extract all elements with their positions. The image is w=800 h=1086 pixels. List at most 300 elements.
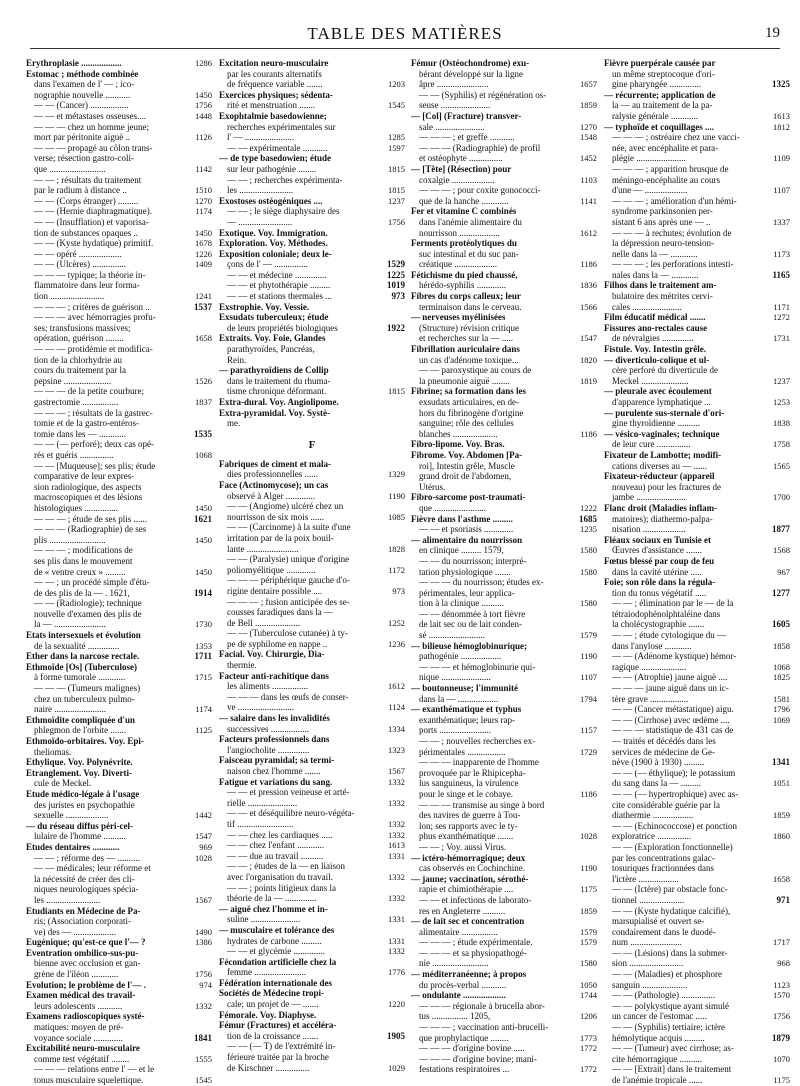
entry-text: hémolytique acquis ......... xyxy=(612,1032,705,1043)
entry-text: Fissures ano-rectales cause xyxy=(604,322,708,333)
entry-text: dans l'examen de l' — ; ico- xyxy=(34,79,135,90)
entry-text: la dépression neuro-tension- xyxy=(612,238,714,249)
entry-text: — — — ; étude de ses plis ...... xyxy=(34,513,147,524)
index-entry xyxy=(219,787,405,798)
entry-text: chez un tuberculeux pulmo- xyxy=(34,693,135,704)
entry-text: Eventration ombilico-sus-pu- xyxy=(26,947,139,958)
index-entry xyxy=(604,1043,790,1054)
entry-page-number: 1837 xyxy=(195,397,212,407)
index-entry xyxy=(411,863,597,874)
index-entry xyxy=(411,1033,597,1044)
entry-page-number: 1547 xyxy=(580,333,597,344)
entry-text: tion de la chlorhydrie au xyxy=(34,354,122,365)
index-entry xyxy=(219,861,405,872)
index-entry xyxy=(26,344,212,355)
entry-text: — — médicales; leur réforme et xyxy=(34,863,151,874)
entry-text: — — (Tumeur) avec cirrhose; as- xyxy=(612,1043,734,1054)
index-entry xyxy=(411,545,597,556)
entry-page-number: 1597 xyxy=(388,142,405,153)
entry-text: méningo-encéphalite au cours xyxy=(612,174,720,185)
index-entry xyxy=(26,916,212,927)
index-entry xyxy=(411,694,597,705)
index-entry xyxy=(26,439,212,450)
entry-text: Eugénique; qu'est-ce que l'— ? xyxy=(26,937,146,948)
entry-text: — — (Kyste hydatique) primitif. xyxy=(34,238,154,249)
entry-text: çons de l' — ............... xyxy=(227,259,308,270)
entry-page-number: 1186 xyxy=(580,259,597,270)
entry-text: d'une — ................... xyxy=(612,185,688,196)
entry-text: Fétichisme du pied chaussé, xyxy=(411,269,518,280)
entry-page-number: 1510 xyxy=(195,185,212,196)
entry-text: suline ...................... xyxy=(227,914,301,925)
index-entry xyxy=(411,429,597,440)
entry-page-number: 1566 xyxy=(580,301,597,312)
index-entry xyxy=(604,206,790,217)
index-entry xyxy=(411,609,597,620)
entry-text: sion radiologique, des aspects xyxy=(34,481,142,492)
entry-text: avec l'organisation du travail. xyxy=(227,871,333,882)
entry-text: exploratrice ............... xyxy=(612,831,691,842)
entry-page-number: 1450 xyxy=(195,502,212,513)
entry-text: cite considérable guérie par la xyxy=(612,799,720,810)
entry-text: comme test végétatif ........ xyxy=(34,1053,130,1064)
entry-page-number: 1879 xyxy=(772,1032,790,1043)
index-entry xyxy=(411,1011,597,1022)
entry-text: Ethmoïdo-orbitaires. Voy. Epi- xyxy=(26,736,144,746)
entry-page-number: 1859 xyxy=(580,100,597,111)
entry-text: de des plis de la — . 1621, xyxy=(34,587,130,598)
index-entry xyxy=(411,927,597,938)
entry-text: tomie et de la gastro-entéros- xyxy=(34,418,139,429)
index-entry xyxy=(604,376,790,387)
index-entry xyxy=(411,768,597,779)
index-entry xyxy=(411,333,597,344)
entry-page-number: 971 xyxy=(776,894,790,905)
index-entry xyxy=(604,1011,790,1022)
entry-text: phus exanthématique ....... xyxy=(419,831,514,842)
entry-page-number: 1828 xyxy=(388,543,405,554)
entry-text: histologiques ............... xyxy=(34,502,119,513)
entry-text: cale; un projet de — ....... xyxy=(227,999,319,1010)
index-entry xyxy=(604,800,790,811)
entry-text: bérant développé sur la ligne xyxy=(419,68,523,79)
index-entry xyxy=(411,704,597,715)
entry-text: — — et infections de laborato- xyxy=(419,894,532,905)
entry-text: — — (Syphilis) tertiaire; ictère xyxy=(612,1022,725,1033)
entry-text: — — (— T) de l'extrémité in- xyxy=(227,1041,336,1052)
index-entry xyxy=(411,122,597,133)
entry-page-number: 1174 xyxy=(195,704,212,715)
index-entry xyxy=(26,736,212,747)
entry-text: — — — ; apparition brusque de xyxy=(612,163,729,174)
entry-text: — — — protidémie et modifica- xyxy=(34,344,153,355)
entry-text: flammatoire dans leur forma- xyxy=(34,280,140,291)
index-entry xyxy=(411,567,597,578)
index-entry xyxy=(219,164,405,175)
entry-page-number: 1658 xyxy=(773,873,790,884)
entry-page-number: 1537 xyxy=(194,301,212,312)
entry-text: — boutonneuse; l'immunité xyxy=(411,683,519,694)
index-entry xyxy=(411,185,597,196)
index-entry xyxy=(604,482,790,493)
index-entry xyxy=(26,408,212,419)
index-entry xyxy=(219,702,405,713)
entry-text: tétraiodophénolphtaléine dans xyxy=(612,608,721,619)
entry-page-number: 1329 xyxy=(388,469,405,480)
index-entry xyxy=(604,111,790,122)
entry-text: pathogénie .................. xyxy=(419,651,502,662)
index-entry xyxy=(219,618,405,629)
entry-page-number: 1450 xyxy=(195,89,212,100)
entry-text: que prophylactique ........ xyxy=(419,1032,509,1043)
index-entry xyxy=(604,725,790,736)
index-entry xyxy=(26,365,212,376)
index-entry xyxy=(26,461,212,472)
entry-text: nie ......................... xyxy=(419,958,489,969)
index-entry xyxy=(219,840,405,851)
entry-page-number: 1555 xyxy=(195,1053,212,1064)
page-number: 19 xyxy=(765,25,780,41)
index-entry xyxy=(26,927,212,938)
entry-text: — — ; recherches expérimenta- xyxy=(227,174,343,185)
entry-text: Estomac ; méthode combinée xyxy=(26,68,139,79)
index-entry xyxy=(26,386,212,397)
entry-page-number: 1051 xyxy=(773,778,790,789)
index-entry xyxy=(411,810,597,821)
index-entry xyxy=(604,588,790,599)
entry-text: Fémur (Ostéochondrome) exu- xyxy=(411,58,530,68)
entry-text: syndrome parkinsonien per- xyxy=(612,206,713,217)
entry-text: dans la — .................. xyxy=(419,693,499,704)
entry-page-number: 1331 xyxy=(388,850,405,861)
entry-page-number: 967 xyxy=(777,566,790,577)
entry-text: — [Col] (Fracture) transver- xyxy=(411,110,522,121)
index-entry xyxy=(26,789,212,800)
entry-text: Fléaux sociaux en Tunisie et xyxy=(604,534,712,545)
entry-page-number: 1812 xyxy=(773,121,790,132)
entry-text: de l'anémie tropicale ...... xyxy=(612,1075,703,1085)
entry-text: ve ......................... xyxy=(227,702,294,713)
index-entry xyxy=(411,69,597,80)
index-entry xyxy=(26,694,212,705)
entry-text: nelle dans la — ............ xyxy=(612,248,698,259)
index-entry xyxy=(219,544,405,555)
index-entry xyxy=(604,143,790,154)
entry-text: — — expérimentale ........... xyxy=(227,142,328,153)
index-entry xyxy=(604,164,790,175)
index-entry xyxy=(604,397,790,408)
entry-page-number: 1028 xyxy=(580,831,597,842)
entry-text: par le radium à distance .. xyxy=(34,185,127,196)
entry-text: tion à la clinique .......... xyxy=(419,598,504,609)
entry-page-number: 1450 xyxy=(195,566,212,577)
index-entry xyxy=(604,270,790,281)
entry-page-number: 1815 xyxy=(388,163,405,174)
entry-text: Fibrillation auriculaire dans xyxy=(411,344,520,355)
entry-page-number: 1794 xyxy=(580,693,597,704)
index-entry xyxy=(604,672,790,683)
index-entry xyxy=(604,831,790,842)
index-entry xyxy=(604,1033,790,1044)
entry-text: — traités et décédés dans les xyxy=(612,736,716,746)
index-entry xyxy=(411,524,597,535)
index-entry xyxy=(219,501,405,512)
entry-text: services de médecine de Ge- xyxy=(612,746,715,757)
entry-text: bienne avec occlusion et gan- xyxy=(34,958,141,969)
entry-text: ses plis dans le mouvement xyxy=(34,555,133,566)
entry-text: — — (Kyste hydatique calcifié), xyxy=(612,905,731,916)
index-entry xyxy=(219,830,405,841)
index-entry xyxy=(219,914,405,925)
index-entry xyxy=(604,450,790,461)
entry-page-number: 1717 xyxy=(773,937,790,948)
entry-page-number: 1815 xyxy=(388,185,405,196)
entry-text: — — (Lésions) dans la submer- xyxy=(612,947,728,958)
entry-text: cite hémorragique .......... xyxy=(612,1053,702,1064)
index-entry xyxy=(219,100,405,111)
entry-text: la pneumonie aiguë ........ xyxy=(419,375,510,386)
entry-text: — — (Pathologie) ............... xyxy=(612,990,715,1001)
entry-page-number: 1331 xyxy=(388,935,405,946)
index-entry xyxy=(411,747,597,758)
entry-text: — nerveuses myélinisées xyxy=(411,312,506,323)
index-entry xyxy=(26,514,212,525)
entry-page-number: 1253 xyxy=(773,397,790,407)
entry-text: matoires); diathermo-palpa- xyxy=(612,513,713,524)
index-entry xyxy=(604,217,790,228)
index-entry xyxy=(219,734,405,745)
entry-text: nouvelle d'examen des plis de xyxy=(34,608,142,619)
index-entry xyxy=(219,386,405,397)
entry-text: — — ; points litigieux dans la xyxy=(227,882,336,893)
entry-page-number: 1172 xyxy=(388,564,405,575)
entry-text: Exotique. Voy. Immigration. xyxy=(219,227,328,238)
index-entry xyxy=(26,630,212,641)
index-entry xyxy=(26,291,212,302)
index-entry xyxy=(411,302,597,313)
entry-text: nouveau) pour les fractures de xyxy=(612,481,721,492)
entry-text: Etats intersexuels et évolution xyxy=(26,630,141,641)
entry-text: Exophtalmie basedowienne; xyxy=(219,110,327,121)
index-column-1 xyxy=(26,58,212,1086)
entry-text: Flanc droit (Maladies inflam- xyxy=(604,502,718,513)
entry-page-number: 1613 xyxy=(388,840,405,851)
entry-text: — — [Muqueuse]; ses plis; étude xyxy=(34,460,156,471)
entry-text: Faisceau pyramidal; sa termi- xyxy=(219,755,335,766)
index-entry xyxy=(26,810,212,821)
index-entry xyxy=(219,408,405,419)
entry-text: provoquée par le Rhipicepha- xyxy=(419,767,526,778)
index-entry xyxy=(411,217,597,228)
index-entry xyxy=(219,575,405,586)
index-entry xyxy=(411,672,597,683)
entry-text: de la sexualité .............. xyxy=(34,640,120,651)
entry-page-number: 1124 xyxy=(388,702,405,713)
index-entry xyxy=(26,1011,212,1022)
entry-text: Fixateur de Lambotte; modifi- xyxy=(604,449,722,460)
index-entry xyxy=(604,461,790,472)
entry-page-number: 1545 xyxy=(195,1075,212,1085)
index-entry xyxy=(411,90,597,101)
index-entry xyxy=(604,694,790,705)
entry-page-number: 1332 xyxy=(388,818,405,829)
index-entry xyxy=(26,524,212,535)
entry-text: bulatoire des métrites cervi- xyxy=(612,291,713,302)
index-entry xyxy=(26,980,212,991)
entry-text: — — et psoriasis ............. xyxy=(419,524,514,535)
entry-text: — — ; Voy. aussi Virus. xyxy=(419,841,507,852)
entry-page-number: 1334 xyxy=(388,723,405,734)
index-entry xyxy=(26,1022,212,1033)
index-entry xyxy=(26,175,212,186)
entry-page-number: 974 xyxy=(199,979,212,990)
entry-text: — — dénommée à tort fièvre xyxy=(419,608,526,619)
index-entry xyxy=(26,164,212,175)
entry-text: ses; transfusions massives; xyxy=(34,322,131,333)
entry-text: dans l'anylose ............ xyxy=(612,640,692,651)
index-entry xyxy=(219,1052,405,1063)
entry-text: tion de substances opaques .. xyxy=(34,227,138,238)
entry-page-number: 1068 xyxy=(195,449,212,460)
index-entry xyxy=(219,522,405,533)
entry-page-number: 1332 xyxy=(388,871,405,882)
entry-text: — — (Carcinome) à la suite d'une xyxy=(227,522,351,533)
entry-page-number: 1729 xyxy=(580,746,597,757)
entry-text: en clinique ......... 1579, xyxy=(419,545,504,556)
entry-text: (Structure) révision critique xyxy=(419,322,519,333)
entry-text: — — — périphérique gauche d'o- xyxy=(227,575,350,586)
index-entry xyxy=(604,249,790,260)
entry-page-number: 1613 xyxy=(773,110,790,121)
entry-page-number: 969 xyxy=(199,841,212,852)
entry-text: — — et glycémie .............. xyxy=(227,946,325,957)
index-entry xyxy=(26,747,212,758)
index-entry xyxy=(219,607,405,618)
entry-page-number: 1285 xyxy=(388,132,405,143)
entry-text: âpre ....................... xyxy=(419,79,489,90)
index-entry xyxy=(411,249,597,260)
index-entry xyxy=(411,1022,597,1033)
index-entry xyxy=(604,990,790,1001)
entry-text: — — — ; modifications de xyxy=(34,545,133,556)
entry-text: — — — jaune aiguë dans un ic- xyxy=(612,683,729,694)
index-entry xyxy=(411,164,597,175)
entry-text: roi], Intestin grêle, Muscle xyxy=(419,460,515,471)
index-entry xyxy=(604,418,790,429)
entry-text: — — — ; amélioration d'un hémi- xyxy=(612,195,737,206)
entry-text: des juristes en psychopathie xyxy=(34,799,135,810)
page-header xyxy=(30,24,780,46)
index-entry xyxy=(411,132,597,143)
entry-text: coxalgie ................... xyxy=(419,174,495,185)
index-entry xyxy=(219,312,405,323)
entry-text: plis ......................... xyxy=(34,534,106,545)
index-entry xyxy=(604,58,790,69)
entry-text: — — opéré ................... xyxy=(34,248,122,259)
entry-text: theliomas. xyxy=(34,746,72,757)
entry-page-number: 1756 xyxy=(195,100,212,111)
entry-text: — — (Maladies) et phosphore xyxy=(612,969,722,980)
entry-text: hérédo-syphilis ............. xyxy=(419,280,506,291)
entry-page-number: 1860 xyxy=(773,831,790,842)
entry-text: — — — ; étude expérimentale. xyxy=(419,937,533,948)
index-entry xyxy=(219,724,405,735)
index-entry xyxy=(604,312,790,323)
entry-page-number: 1526 xyxy=(195,375,212,386)
index-entry xyxy=(219,365,405,376)
entry-page-number: 1332 xyxy=(195,1000,212,1011)
index-entry xyxy=(26,609,212,620)
index-entry xyxy=(26,545,212,556)
index-entry xyxy=(604,906,790,917)
index-entry xyxy=(219,978,405,989)
index-entry xyxy=(26,79,212,90)
entry-text: — — ; élimination par le — de la xyxy=(612,598,734,609)
index-entry xyxy=(411,842,597,853)
entry-page-number: 1175 xyxy=(580,884,597,895)
index-entry xyxy=(26,196,212,207)
entry-text: — — (Echinococcose) et ponction xyxy=(612,820,737,831)
entry-page-number: 1567 xyxy=(195,894,212,905)
entry-text: par les courants alternatifs xyxy=(227,68,322,79)
entry-text: niques neurologiques spécia- xyxy=(34,884,139,895)
index-entry xyxy=(26,323,212,334)
entry-page-number: 1621 xyxy=(194,513,212,524)
entry-page-number: 1756 xyxy=(388,216,405,227)
entry-text: — — et médecine .............. xyxy=(227,269,327,280)
index-entry xyxy=(604,641,790,652)
entry-text: — — du nourrisson; interpré- xyxy=(419,555,527,566)
entry-text: de « ventre creux » ......... xyxy=(34,566,126,577)
index-entry xyxy=(604,980,790,991)
entry-text: ve) des — ................... xyxy=(34,926,116,937)
index-entry xyxy=(604,153,790,164)
entry-text: rapie et chimiothérapie .... xyxy=(419,884,514,895)
index-entry xyxy=(411,450,597,461)
index-entry xyxy=(26,683,212,694)
entry-text: voyance sociale ............. xyxy=(34,1032,123,1043)
entry-text: — — (Adénome kystique) hémor- xyxy=(612,651,737,662)
entry-text: née, avec encéphalite et para- xyxy=(612,142,719,153)
entry-text: par les concentrations galac- xyxy=(612,852,715,863)
entry-text: Fibrome. Voy. Abdomen [Pa- xyxy=(411,449,523,460)
entry-text: — — — statistique de 431 cas de xyxy=(612,725,734,736)
entry-text: tonus musculaire squelettique. xyxy=(34,1075,144,1085)
entry-text: pe de syphilome en nappe .. xyxy=(227,638,328,649)
index-entry xyxy=(26,672,212,683)
index-entry xyxy=(604,514,790,525)
entry-page-number: 1125 xyxy=(195,725,212,736)
index-entry xyxy=(26,725,212,736)
entry-text: — — (Exploration fonctionnelle) xyxy=(612,841,733,852)
entry-text: — — chez l'enfant ............ xyxy=(227,840,325,851)
index-entry xyxy=(604,768,790,779)
entry-text: — — — typique; la théorie in- xyxy=(34,269,146,280)
entry-text: — — — ; les perforations intesti- xyxy=(612,259,734,270)
index-entry xyxy=(604,439,790,450)
index-entry xyxy=(26,874,212,885)
entry-text: nique ...................... xyxy=(419,672,491,683)
entry-page-number: 1452 xyxy=(580,153,597,164)
entry-text: — — — (Tumeurs malignes) xyxy=(34,683,141,694)
index-entry xyxy=(604,937,790,948)
index-entry xyxy=(411,312,597,323)
entry-page-number: 1203 xyxy=(388,79,405,90)
entry-text: Exstrophie. Voy. Vessie. xyxy=(219,301,310,312)
entry-text: ralysie générale ............ xyxy=(612,110,698,121)
entry-text: — — — chez un homme jeune; xyxy=(34,121,149,132)
entry-page-number: 1685 xyxy=(579,513,597,524)
